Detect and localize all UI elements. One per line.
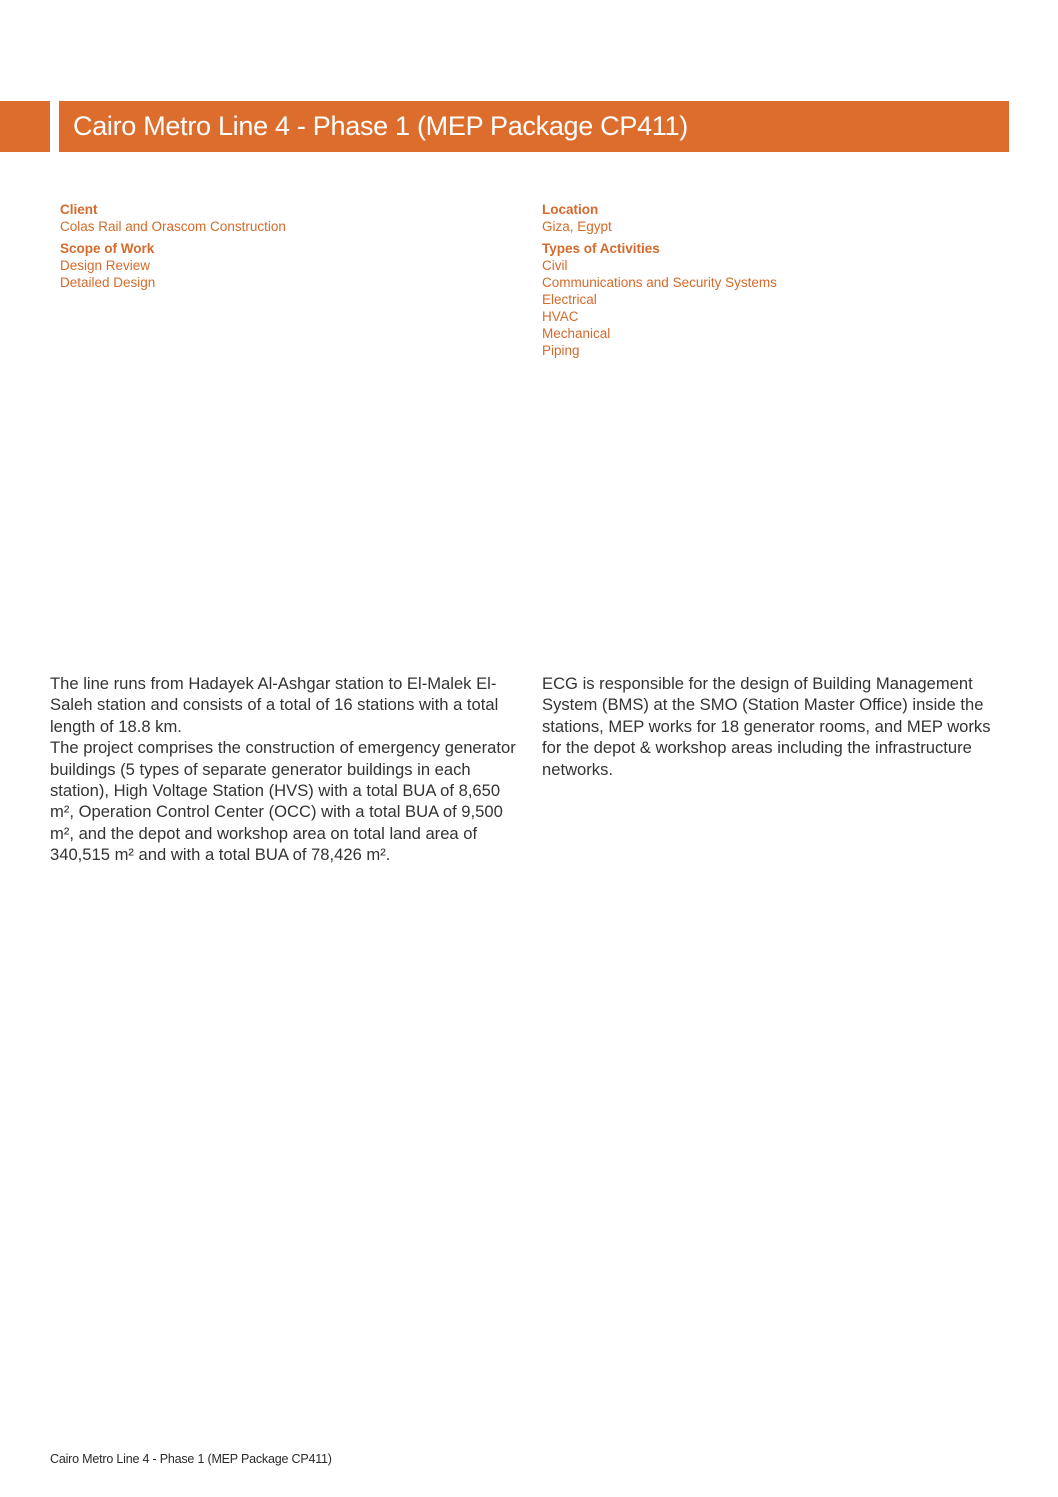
activity-item: Piping [542,343,580,358]
activity-item: Civil [542,258,568,273]
scope-item: Design Review [60,258,151,273]
title-bar [59,101,1009,152]
description-paragraph: The line runs from Hadayek Al-Ashgar station to El-Malek El-Saleh station and consists of a total of 16 stations with a total length of 18.8 km. [50,674,499,736]
scope-item: Detailed Design [60,275,156,290]
location-heading: Location [542,202,599,217]
meta-column-left [60,201,500,296]
location-group [542,201,982,235]
client-value: Colas Rail and Orascom Construction [60,219,286,234]
activities-heading: Types of Activities [542,241,660,256]
page-title: Cairo Metro Line 4 - Phase 1 (MEP Package CP411) [73,111,688,141]
client-heading: Client [60,202,98,217]
description-paragraph: The project comprises the construction of emergency generator buildings (5 types of separate generator buildings in each station), High Voltage Station (HVS) with a total BUA of 8,650 m², Operation Control Center (OCC) with a total BUA of 9,500 m², and the depot and workshop area on total land area of 340,515 m² and with a total BUA of 78,426 m². [50,738,516,865]
scope-group [60,240,500,291]
accent-tab [0,101,50,152]
page-footer: Cairo Metro Line 4 - Phase 1 (MEP Package CP411) [50,1452,332,1466]
description-left [50,673,520,866]
description-right [542,673,1012,780]
activity-item: Electrical [542,292,597,307]
activity-item: Mechanical [542,326,611,341]
activity-item: HVAC [542,309,579,324]
scope-heading: Scope of Work [60,241,155,256]
description-paragraph: ECG is responsible for the design of Building Management System (BMS) at the SMO (Station Master Office) inside the stations, MEP works for 18 generator rooms, and MEP works for the depot & workshop areas including the infrastructure networks. [542,674,991,779]
client-group [60,201,500,235]
activities-group [542,240,982,359]
meta-column-right [542,201,982,364]
activity-item: Communications and Security Systems [542,275,777,290]
location-value: Giza, Egypt [542,219,612,234]
